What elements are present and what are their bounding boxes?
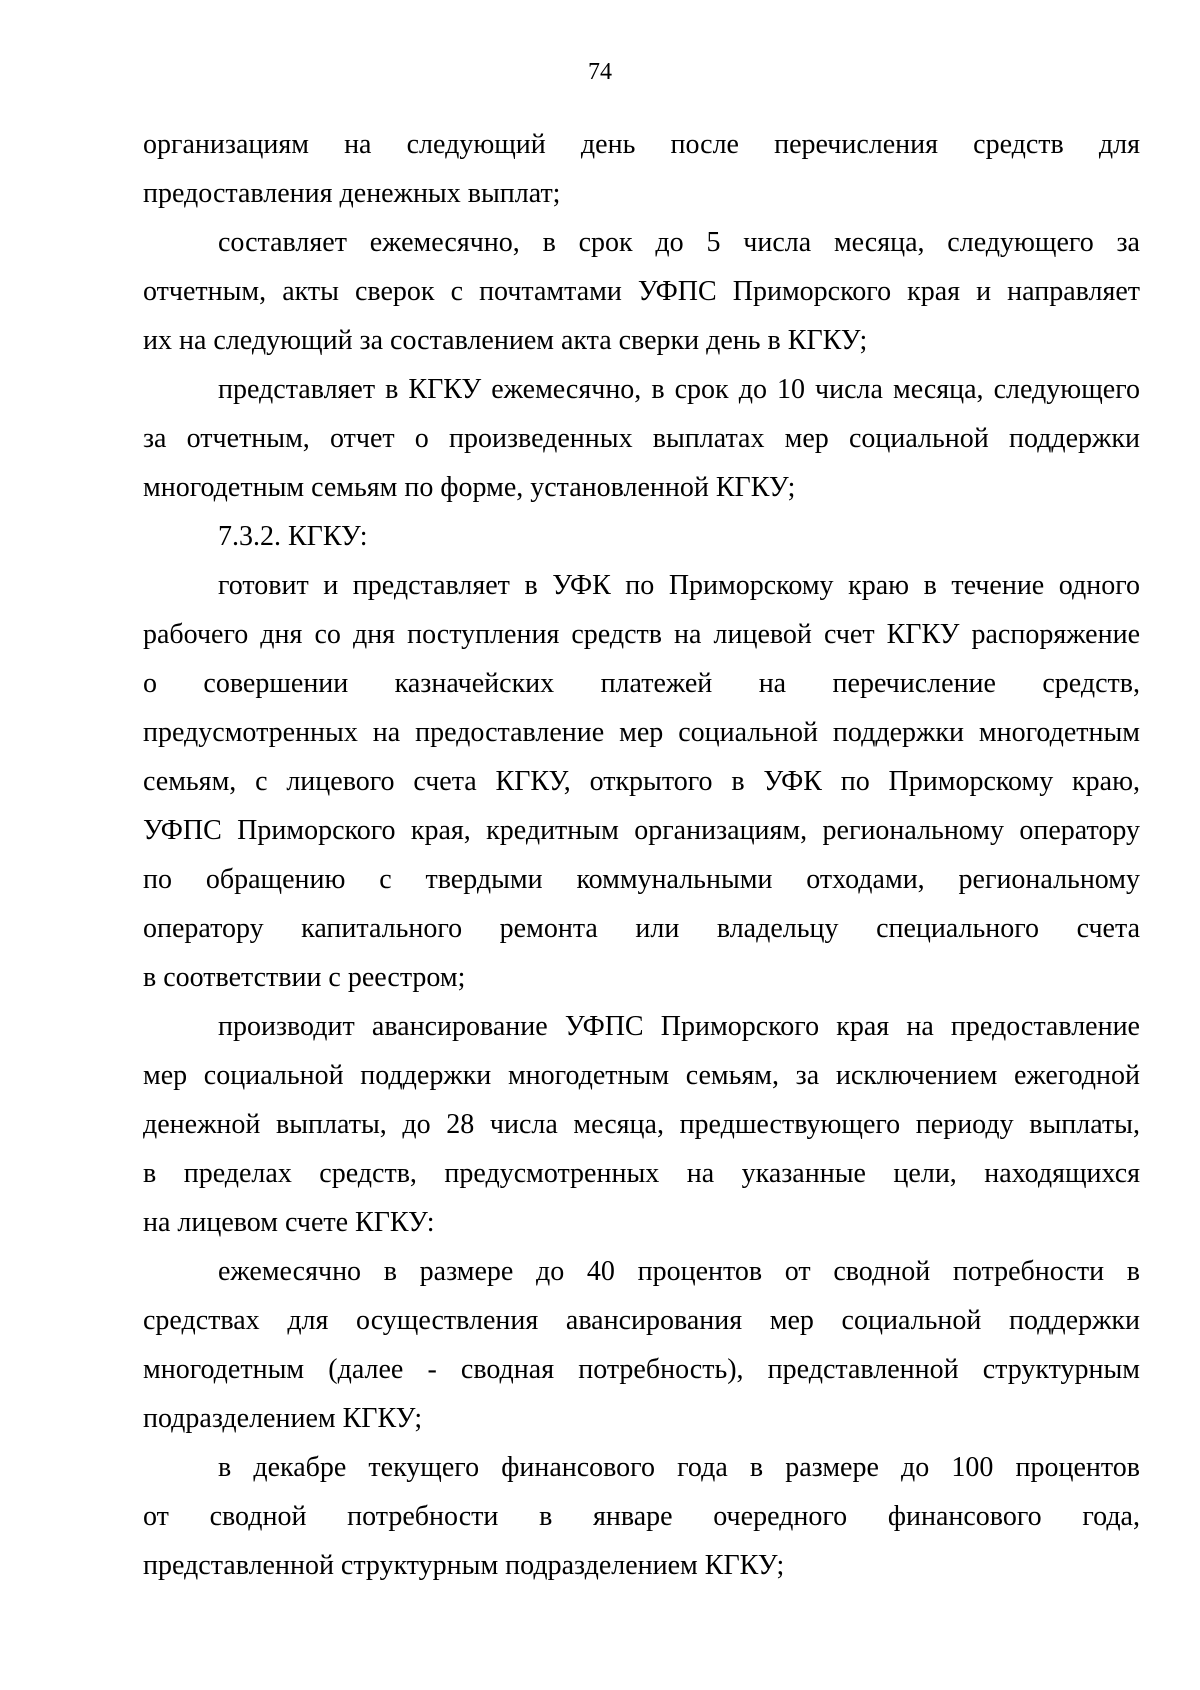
text-line: семьям, с лицевого счета КГКУ, открытого в УФК по Приморскому краю, [143, 766, 1140, 797]
text-line: по обращению с твердыми коммунальными отходами, региональному [143, 864, 1140, 895]
paragraph [143, 561, 1140, 1002]
text-line: рабочего дня со дня поступления средств на лицевой счет КГКУ распоряжение [143, 619, 1140, 650]
text-line: представленной структурным подразделением КГКУ; [143, 1550, 785, 1581]
text-line: многодетным (далее - сводная потребность), представленной структурным [143, 1354, 1140, 1385]
paragraph [143, 365, 1140, 512]
paragraph [143, 1443, 1140, 1590]
text-line: составляет ежемесячно, в срок до 5 числа месяца, следующего за [218, 227, 1140, 258]
text-line: УФПС Приморского края, кредитным организациям, региональному оператору [143, 815, 1140, 846]
text-line: многодетным семьям по форме, установленной КГКУ; [143, 472, 796, 503]
text-line: подразделением КГКУ; [143, 1403, 423, 1434]
text-line: 7.3.2. КГКУ: [218, 521, 368, 552]
paragraph [143, 218, 1140, 365]
paragraph [143, 120, 1140, 218]
page-number: 74 [588, 59, 612, 85]
text-line: их на следующий за составлением акта сверки день в КГКУ; [143, 325, 868, 356]
text-line: на лицевом счете КГКУ: [143, 1207, 435, 1238]
paragraph [143, 512, 1140, 561]
text-line: предусмотренных на предоставление мер социальной поддержки многодетным [143, 717, 1140, 748]
document-body [143, 120, 1140, 1590]
text-line: в пределах средств, предусмотренных на указанные цели, находящихся [143, 1158, 1140, 1189]
text-line: от сводной потребности в январе очередного финансового года, [143, 1501, 1140, 1532]
text-line: организациям на следующий день после перечисления средств для [143, 129, 1140, 160]
text-line: за отчетным, отчет о произведенных выплатах мер социальной поддержки [143, 423, 1140, 454]
text-line: представляет в КГКУ ежемесячно, в срок до 10 числа месяца, следующего [218, 374, 1140, 405]
text-line: о совершении казначейских платежей на перечисление средств, [143, 668, 1140, 699]
text-line: предоставления денежных выплат; [143, 178, 561, 209]
text-line: отчетным, акты сверок с почтамтами УФПС Приморского края и направляет [143, 276, 1140, 307]
paragraph [143, 1002, 1140, 1247]
text-line: готовит и представляет в УФК по Приморскому краю в течение одного [218, 570, 1140, 601]
text-line: денежной выплаты, до 28 числа месяца, предшествующего периоду выплаты, [143, 1109, 1140, 1140]
text-line: в декабре текущего финансового года в размере до 100 процентов [218, 1452, 1140, 1483]
text-line: в соответствии с реестром; [143, 962, 466, 993]
text-line: оператору капитального ремонта или владельцу специального счета [143, 913, 1140, 944]
text-line: производит авансирование УФПС Приморского края на предоставление [218, 1011, 1140, 1042]
text-line: средствах для осуществления авансирования мер социальной поддержки [143, 1305, 1140, 1336]
paragraph [143, 1247, 1140, 1443]
text-line: ежемесячно в размере до 40 процентов от сводной потребности в [218, 1256, 1140, 1287]
text-line: мер социальной поддержки многодетным семьям, за исключением ежегодной [143, 1060, 1140, 1091]
